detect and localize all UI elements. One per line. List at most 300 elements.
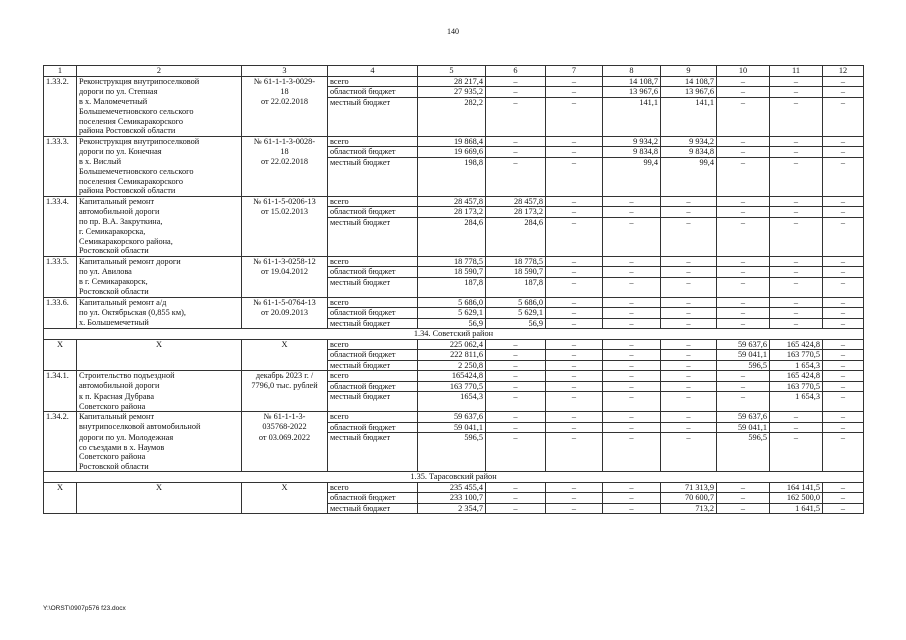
amount-cell: – [717, 308, 770, 319]
table-row [44, 371, 864, 382]
table-row [44, 443, 864, 453]
object-name-cell: Большемечетновского сельского [77, 107, 242, 117]
amount-cell [546, 462, 603, 472]
amount-cell [770, 227, 823, 237]
item-number-cell: 1.33.5. [44, 256, 77, 267]
amount-cell: – [770, 318, 823, 329]
header-cell: 10 [717, 66, 770, 77]
amount-cell: – [770, 207, 823, 218]
funding-source-cell: всего [328, 297, 418, 308]
amount-cell: – [661, 381, 717, 392]
amount-cell: – [546, 350, 603, 361]
amount-cell: – [661, 297, 717, 308]
item-number-cell [44, 167, 77, 177]
amount-cell: – [546, 76, 603, 87]
amount-cell: – [770, 256, 823, 267]
document-cell: Х [242, 482, 328, 493]
amount-cell [661, 186, 717, 196]
amount-cell: 233 100,7 [418, 493, 486, 504]
amount-cell [717, 237, 770, 247]
amount-cell [546, 107, 603, 117]
amount-cell [546, 177, 603, 187]
budget-table [43, 65, 864, 514]
amount-cell [603, 452, 661, 462]
amount-cell: – [603, 318, 661, 329]
header-cell: 6 [486, 66, 546, 77]
amount-cell [823, 462, 864, 472]
funding-source-cell: областной бюджет [328, 381, 418, 392]
funding-source-cell: областной бюджет [328, 207, 418, 218]
funding-source-cell: местный бюджет [328, 157, 418, 167]
amount-cell: – [603, 360, 661, 371]
item-number-cell: 1.33.6. [44, 297, 77, 308]
table-row [44, 392, 864, 402]
document-cell [242, 318, 328, 329]
amount-cell: – [717, 147, 770, 158]
document-cell: 7796,0 тыс. рублей [242, 381, 328, 392]
amount-cell: – [603, 297, 661, 308]
amount-cell [661, 126, 717, 136]
table-row [44, 76, 864, 87]
amount-cell [486, 402, 546, 412]
amount-cell: 282,2 [418, 97, 486, 107]
table-row [44, 227, 864, 237]
amount-cell: 56,9 [418, 318, 486, 329]
amount-cell: – [717, 157, 770, 167]
amount-cell [603, 443, 661, 453]
document-cell: от 22.02.2018 [242, 157, 328, 167]
amount-cell [418, 237, 486, 247]
object-name-cell: Ростовской области [77, 246, 242, 256]
amount-cell [486, 126, 546, 136]
amount-cell [603, 117, 661, 127]
object-name-cell: в х. Вислый [77, 157, 242, 167]
amount-cell: – [486, 76, 546, 87]
table-row [44, 297, 864, 308]
item-number-cell [44, 308, 77, 319]
document-cell: 18 [242, 87, 328, 98]
table-row [44, 97, 864, 107]
funding-source-cell [328, 126, 418, 136]
item-number-cell: 1.34.1. [44, 371, 77, 382]
amount-cell: – [546, 97, 603, 107]
amount-cell: 198,8 [418, 157, 486, 167]
amount-cell: – [486, 97, 546, 107]
document-cell [242, 452, 328, 462]
amount-cell: 99,4 [603, 157, 661, 167]
funding-source-cell [328, 452, 418, 462]
amount-cell [717, 462, 770, 472]
amount-cell [486, 177, 546, 187]
amount-cell [603, 227, 661, 237]
amount-cell: – [546, 147, 603, 158]
amount-cell: 1 654,3 [770, 392, 823, 402]
amount-cell [717, 177, 770, 187]
amount-cell [823, 186, 864, 196]
section-title: 1.34. Советский район [44, 329, 864, 340]
document-cell: от 22.02.2018 [242, 97, 328, 107]
table-row [44, 177, 864, 187]
object-name-cell: Х [77, 339, 242, 350]
amount-cell: – [546, 371, 603, 382]
amount-cell: – [603, 277, 661, 287]
amount-cell [717, 287, 770, 297]
amount-cell [770, 462, 823, 472]
object-name-cell: автомобильной дороги [77, 207, 242, 218]
object-name-cell: Семикаракорского района, [77, 237, 242, 247]
amount-cell [661, 177, 717, 187]
table-row [44, 360, 864, 371]
amount-cell: 59 041,1 [717, 422, 770, 433]
amount-cell: – [603, 493, 661, 504]
amount-cell [546, 452, 603, 462]
amount-cell [770, 237, 823, 247]
amount-cell: – [546, 381, 603, 392]
amount-cell [486, 227, 546, 237]
object-name-cell: Советского района [77, 402, 242, 412]
amount-cell [603, 126, 661, 136]
table-row [44, 318, 864, 329]
funding-source-cell [328, 107, 418, 117]
amount-cell: – [661, 433, 717, 443]
amount-cell: – [770, 136, 823, 147]
amount-cell: – [770, 267, 823, 278]
amount-cell [486, 117, 546, 127]
amount-cell [823, 107, 864, 117]
amount-cell: – [770, 433, 823, 443]
object-name-cell: Реконструкция внутрипоселковой [77, 76, 242, 87]
amount-cell: – [603, 433, 661, 443]
amount-cell: – [717, 318, 770, 329]
amount-cell: – [770, 412, 823, 423]
amount-cell: – [486, 482, 546, 493]
amount-cell [603, 246, 661, 256]
amount-cell: – [546, 308, 603, 319]
funding-source-cell: областной бюджет [328, 493, 418, 504]
amount-cell [661, 443, 717, 453]
object-name-cell: дороги по ул. Конечная [77, 147, 242, 158]
amount-cell: – [770, 157, 823, 167]
amount-cell [546, 227, 603, 237]
amount-cell: 162 500,0 [770, 493, 823, 504]
amount-cell [486, 167, 546, 177]
amount-cell: – [546, 412, 603, 423]
amount-cell [603, 402, 661, 412]
table-row [44, 452, 864, 462]
amount-cell: – [717, 381, 770, 392]
amount-cell: – [823, 97, 864, 107]
table-row [44, 136, 864, 147]
document-cell [242, 503, 328, 514]
table-row [44, 237, 864, 247]
amount-cell: 596,5 [717, 360, 770, 371]
amount-cell: – [486, 360, 546, 371]
funding-source-cell [328, 177, 418, 187]
object-name-cell: по ул. Октябрьская (0,855 км), [77, 308, 242, 319]
amount-cell: – [717, 482, 770, 493]
object-name-cell: г. Семикаракорска, [77, 227, 242, 237]
item-number-cell [44, 493, 77, 504]
object-name-cell: дороги по ул. Молодежная [77, 433, 242, 443]
item-number-cell [44, 147, 77, 158]
amount-cell: – [770, 217, 823, 227]
header-cell: 9 [661, 66, 717, 77]
amount-cell: 1654,3 [418, 392, 486, 402]
object-name-cell: поселения Семикаракорского [77, 177, 242, 187]
amount-cell: – [603, 422, 661, 433]
amount-cell [823, 443, 864, 453]
amount-cell [546, 186, 603, 196]
amount-cell: – [603, 350, 661, 361]
amount-cell: – [717, 196, 770, 207]
funding-source-cell: местный бюджет [328, 217, 418, 227]
amount-cell: 28 457,8 [486, 196, 546, 207]
amount-cell: – [603, 267, 661, 278]
amount-cell [486, 186, 546, 196]
object-name-cell: Капитальный ремонт дороги [77, 256, 242, 267]
amount-cell: 59 637,6 [717, 339, 770, 350]
item-number-cell [44, 277, 77, 287]
document-cell: 18 [242, 147, 328, 158]
amount-cell [661, 107, 717, 117]
object-name-cell: по пр. В.А. Закруткина, [77, 217, 242, 227]
amount-cell: – [546, 136, 603, 147]
amount-cell: 163 770,5 [418, 381, 486, 392]
amount-cell: 163 770,5 [770, 350, 823, 361]
amount-cell: 9 934,2 [603, 136, 661, 147]
amount-cell [546, 246, 603, 256]
amount-cell [770, 126, 823, 136]
amount-cell: – [717, 217, 770, 227]
item-number-cell [44, 157, 77, 167]
amount-cell: 27 935,2 [418, 87, 486, 98]
item-number-cell [44, 97, 77, 107]
funding-source-cell [328, 117, 418, 127]
amount-cell: – [717, 392, 770, 402]
object-name-cell: Х [77, 482, 242, 493]
funding-source-cell: областной бюджет [328, 308, 418, 319]
amount-cell: – [823, 350, 864, 361]
funding-source-cell [328, 167, 418, 177]
table-row [44, 147, 864, 158]
document-cell [242, 126, 328, 136]
amount-cell: – [770, 76, 823, 87]
amount-cell [546, 402, 603, 412]
amount-cell [603, 237, 661, 247]
item-number-cell [44, 217, 77, 227]
item-number-cell [44, 433, 77, 443]
amount-cell: 18 778,5 [486, 256, 546, 267]
amount-cell [823, 117, 864, 127]
amount-cell [717, 126, 770, 136]
object-name-cell: внутрипоселковой автомобильной [77, 422, 242, 433]
amount-cell: – [546, 157, 603, 167]
funding-source-cell: всего [328, 412, 418, 423]
funding-source-cell [328, 443, 418, 453]
funding-source-cell: всего [328, 196, 418, 207]
table-row [44, 107, 864, 117]
amount-cell: – [603, 503, 661, 514]
amount-cell [418, 177, 486, 187]
amount-cell [717, 402, 770, 412]
amount-cell: – [823, 412, 864, 423]
amount-cell: – [546, 87, 603, 98]
table-row [44, 217, 864, 227]
amount-cell [823, 227, 864, 237]
amount-cell: 5 686,0 [486, 297, 546, 308]
amount-cell [717, 117, 770, 127]
item-number-cell: Х [44, 482, 77, 493]
amount-cell: 9 834,8 [603, 147, 661, 158]
amount-cell [770, 402, 823, 412]
amount-cell [418, 402, 486, 412]
amount-cell [823, 167, 864, 177]
funding-source-cell: местный бюджет [328, 360, 418, 371]
amount-cell: – [546, 503, 603, 514]
document-cell [242, 186, 328, 196]
amount-cell: 164 141,5 [770, 482, 823, 493]
amount-cell: 235 455,4 [418, 482, 486, 493]
funding-source-cell [328, 287, 418, 297]
amount-cell: – [823, 157, 864, 167]
amount-cell: – [717, 256, 770, 267]
amount-cell: – [717, 87, 770, 98]
amount-cell: – [661, 217, 717, 227]
amount-cell: – [486, 157, 546, 167]
document-cell [242, 237, 328, 247]
amount-cell: – [717, 371, 770, 382]
amount-cell: – [603, 371, 661, 382]
amount-cell: – [823, 503, 864, 514]
table-row [44, 482, 864, 493]
table-row [44, 246, 864, 256]
amount-cell [770, 167, 823, 177]
table-row [44, 462, 864, 472]
funding-source-cell: местный бюджет [328, 277, 418, 287]
amount-cell: – [823, 267, 864, 278]
item-number-cell [44, 126, 77, 136]
table-row [44, 422, 864, 433]
amount-cell: – [546, 318, 603, 329]
table-row [44, 277, 864, 287]
amount-cell [486, 237, 546, 247]
amount-cell: – [823, 297, 864, 308]
table-row [44, 287, 864, 297]
amount-cell: – [486, 350, 546, 361]
header-cell: 4 [328, 66, 418, 77]
amount-cell: – [823, 147, 864, 158]
amount-cell [770, 287, 823, 297]
amount-cell: – [823, 360, 864, 371]
amount-cell: – [823, 256, 864, 267]
amount-cell [603, 107, 661, 117]
amount-cell: – [770, 297, 823, 308]
document-cell [242, 402, 328, 412]
amount-cell: 141,1 [603, 97, 661, 107]
amount-cell [486, 452, 546, 462]
item-number-cell: 1.33.4. [44, 196, 77, 207]
amount-cell [770, 246, 823, 256]
funding-source-cell: областной бюджет [328, 267, 418, 278]
table-row [44, 117, 864, 127]
document-cell [242, 167, 328, 177]
funding-source-cell: областной бюджет [328, 147, 418, 158]
funding-source-cell [328, 186, 418, 196]
amount-cell [661, 462, 717, 472]
amount-cell: – [717, 493, 770, 504]
amount-cell: – [823, 87, 864, 98]
funding-source-cell: областной бюджет [328, 87, 418, 98]
amount-cell: – [486, 412, 546, 423]
funding-source-cell: всего [328, 136, 418, 147]
amount-cell: – [661, 256, 717, 267]
amount-cell: 28 217,4 [418, 76, 486, 87]
header-row [44, 66, 864, 77]
amount-cell: 28 457,8 [418, 196, 486, 207]
amount-cell [418, 227, 486, 237]
amount-cell [661, 117, 717, 127]
amount-cell [418, 107, 486, 117]
amount-cell: – [603, 207, 661, 218]
amount-cell: – [603, 256, 661, 267]
amount-cell: – [546, 297, 603, 308]
amount-cell [717, 107, 770, 117]
object-name-cell [77, 503, 242, 514]
document-cell: от 15.02.2013 [242, 207, 328, 218]
amount-cell: 222 811,6 [418, 350, 486, 361]
table-row [44, 87, 864, 98]
section-title: 1.35. Тарасовский район [44, 472, 864, 483]
funding-source-cell: местный бюджет [328, 318, 418, 329]
amount-cell [418, 443, 486, 453]
amount-cell: – [823, 371, 864, 382]
amount-cell: 596,5 [418, 433, 486, 443]
amount-cell: – [770, 196, 823, 207]
amount-cell: 71 313,9 [661, 482, 717, 493]
amount-cell [823, 177, 864, 187]
amount-cell: 284,6 [486, 217, 546, 227]
object-name-cell: поселения Семикаракорского [77, 117, 242, 127]
amount-cell: – [603, 196, 661, 207]
amount-cell: – [661, 392, 717, 402]
amount-cell [418, 117, 486, 127]
funding-source-cell: местный бюджет [328, 97, 418, 107]
amount-cell: – [823, 433, 864, 443]
amount-cell: 59 637,6 [717, 412, 770, 423]
funding-source-cell [328, 227, 418, 237]
table-row [44, 186, 864, 196]
funding-source-cell: местный бюджет [328, 433, 418, 443]
amount-cell [823, 402, 864, 412]
object-name-cell: Капитальный ремонт а/д [77, 297, 242, 308]
amount-cell: – [770, 277, 823, 287]
amount-cell [418, 167, 486, 177]
amount-cell [661, 227, 717, 237]
amount-cell: – [486, 371, 546, 382]
amount-cell: 18 590,7 [486, 267, 546, 278]
amount-cell [661, 246, 717, 256]
amount-cell: – [546, 267, 603, 278]
amount-cell: 165 424,8 [770, 339, 823, 350]
amount-cell: 1 641,5 [770, 503, 823, 514]
amount-cell [823, 452, 864, 462]
header-cell: 1 [44, 66, 77, 77]
amount-cell [823, 126, 864, 136]
section-row [44, 329, 864, 340]
object-name-cell [77, 360, 242, 371]
amount-cell: – [603, 339, 661, 350]
amount-cell: – [661, 339, 717, 350]
